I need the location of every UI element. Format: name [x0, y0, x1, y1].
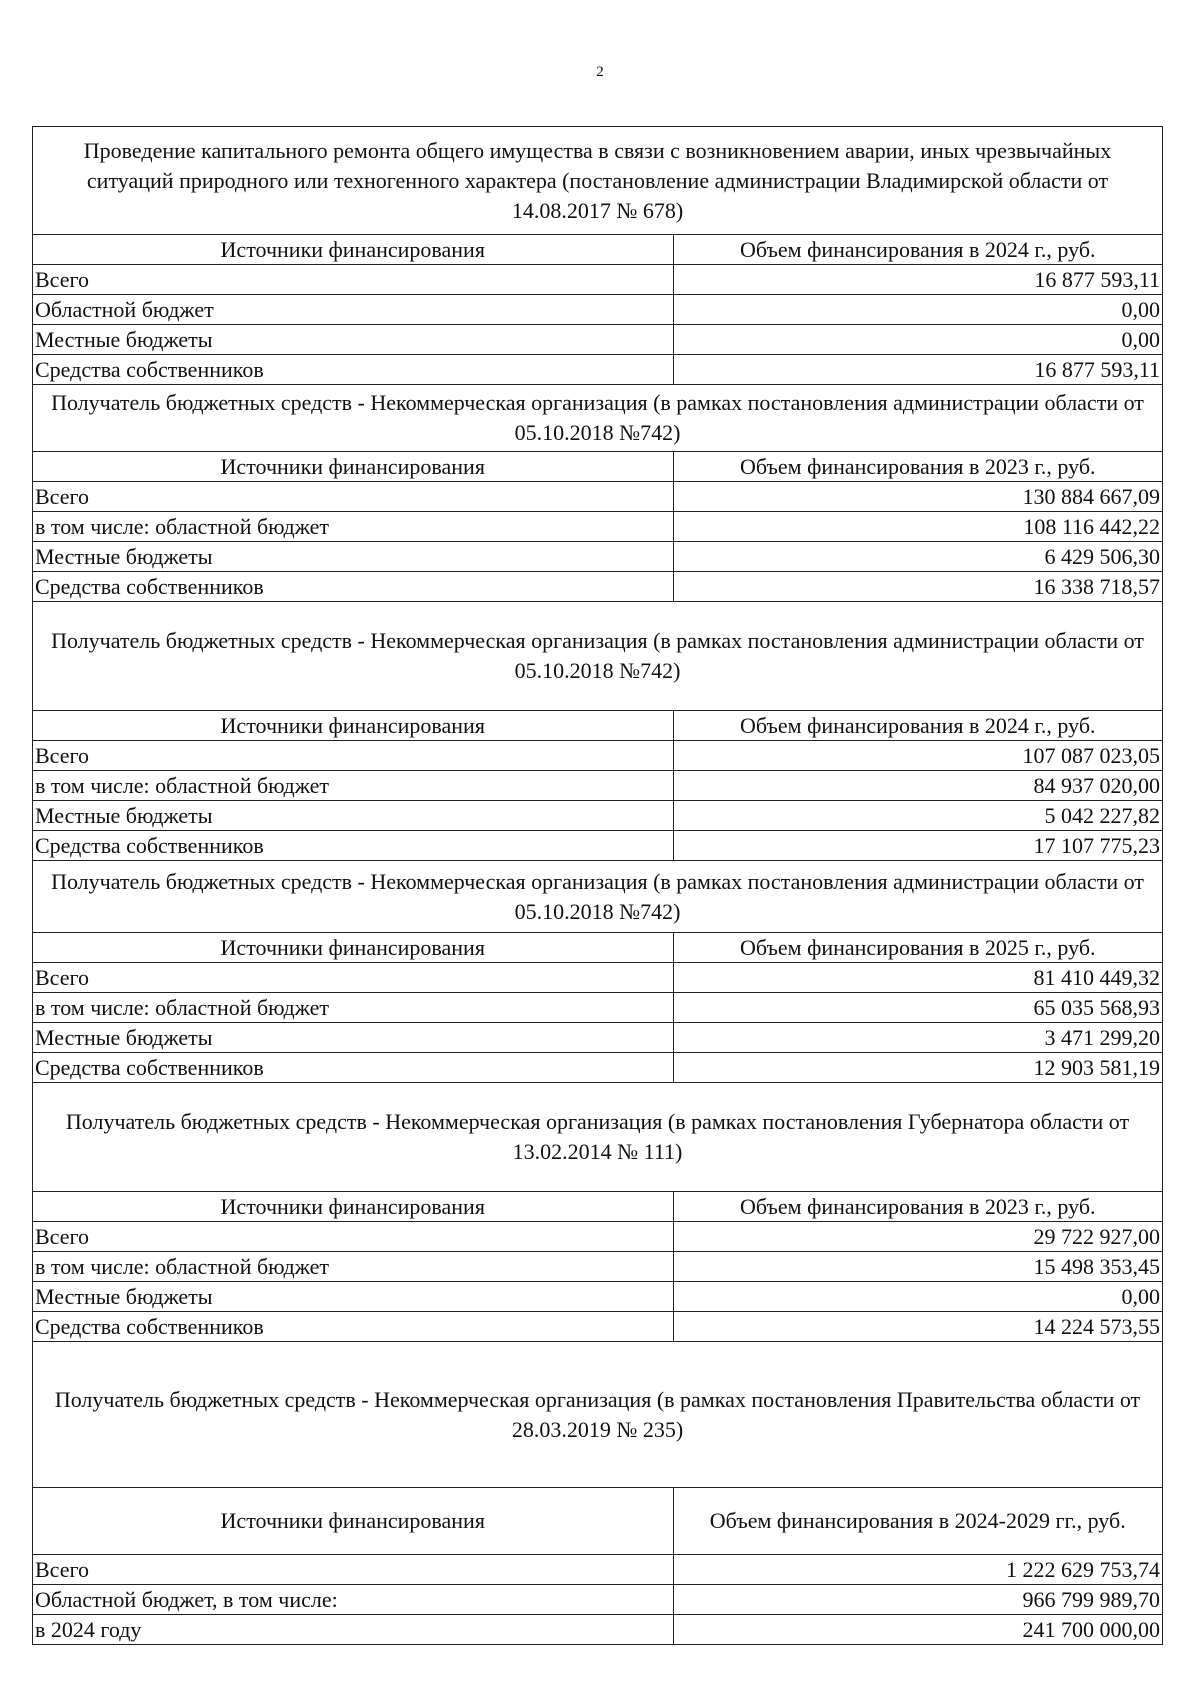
- row-label: Всего: [33, 741, 673, 771]
- row-label: Средства собственников: [33, 1053, 673, 1083]
- column-header-amount: Объем финансирования в 2024 г., руб.: [673, 235, 1162, 265]
- table-row: [33, 771, 1162, 801]
- table-row: [33, 542, 1162, 572]
- table-row: [33, 801, 1162, 831]
- table-header-row: [33, 235, 1162, 265]
- row-label: в 2024 году: [33, 1615, 673, 1645]
- table-header-row: [33, 1488, 1162, 1555]
- table-row: [33, 325, 1162, 355]
- row-label: Средства собственников: [33, 355, 673, 385]
- row-value: 966 799 989,70: [673, 1585, 1162, 1615]
- section-4-title: Получатель бюджетных средств - Некоммерческая организация (в рамках постановления администрации области от 05.10.2018 №742): [33, 861, 1162, 933]
- table-row: [33, 1615, 1162, 1645]
- row-label: Всего: [33, 1222, 673, 1252]
- row-value: 6 429 506,30: [673, 542, 1162, 572]
- table-row: [33, 831, 1162, 861]
- table-row: [33, 482, 1162, 512]
- table-row: [33, 512, 1162, 542]
- column-header-sources: Источники финансирования: [33, 711, 673, 741]
- table-row: [33, 963, 1162, 993]
- row-value: 17 107 775,23: [673, 831, 1162, 861]
- table-header-row: [33, 1192, 1162, 1222]
- row-value: 16 338 718,57: [673, 572, 1162, 602]
- row-label: Областной бюджет: [33, 295, 673, 325]
- row-value: 15 498 353,45: [673, 1252, 1162, 1282]
- section-5-table: [33, 1191, 1162, 1342]
- row-value: 1 222 629 753,74: [673, 1555, 1162, 1585]
- column-header-sources: Источники финансирования: [33, 933, 673, 963]
- row-label: Всего: [33, 1555, 673, 1585]
- row-label: Всего: [33, 963, 673, 993]
- row-label: Местные бюджеты: [33, 325, 673, 355]
- column-header-sources: Источники финансирования: [33, 1192, 673, 1222]
- row-value: 107 087 023,05: [673, 741, 1162, 771]
- page-number: 2: [596, 64, 604, 80]
- row-value: 130 884 667,09: [673, 482, 1162, 512]
- table-row: [33, 1222, 1162, 1252]
- row-value: 65 035 568,93: [673, 993, 1162, 1023]
- row-value: 16 877 593,11: [673, 355, 1162, 385]
- section-5-title: Получатель бюджетных средств - Некоммерческая организация (в рамках постановления Губернатора области от 13.02.2014 № 111): [65, 1109, 1130, 1164]
- row-label: Средства собственников: [33, 831, 673, 861]
- column-header-sources: Источники финансирования: [33, 1488, 673, 1555]
- row-value: 0,00: [673, 295, 1162, 325]
- row-label: Средства собственников: [33, 572, 673, 602]
- column-header-amount: Объем финансирования в 2023 г., руб.: [673, 1192, 1162, 1222]
- row-label: Местные бюджеты: [33, 1282, 673, 1312]
- row-value: 241 700 000,00: [673, 1615, 1162, 1645]
- row-label: Местные бюджеты: [33, 542, 673, 572]
- row-label: Средства собственников: [33, 1312, 673, 1342]
- row-value: 81 410 449,32: [673, 963, 1162, 993]
- row-label: Всего: [33, 482, 673, 512]
- table-row: [33, 1053, 1162, 1083]
- row-label: в том числе: областной бюджет: [33, 1252, 673, 1282]
- column-header-amount: Объем финансирования в 2023 г., руб.: [673, 452, 1162, 482]
- section-3-title: Получатель бюджетных средств - Некоммерческая организация (в рамках постановления администрации области от 05.10.2018 №742): [51, 628, 1144, 683]
- table-row: [33, 741, 1162, 771]
- table-row: [33, 265, 1162, 295]
- section-6-table: [33, 1487, 1162, 1644]
- table-row: [33, 1555, 1162, 1585]
- row-value: 84 937 020,00: [673, 771, 1162, 801]
- table-header-row: [33, 711, 1162, 741]
- table-row: [33, 1023, 1162, 1053]
- section-3-table: [33, 710, 1162, 861]
- section-1-title: Проведение капитального ремонта общего имущества в связи с возникновением аварии, иных чрезвычайных ситуаций природного или техногенного характера (постановление администрации Владимирской области от 14.08.2017 № 678): [33, 127, 1162, 235]
- table-row: [33, 1312, 1162, 1342]
- section-2-title: Получатель бюджетных средств - Некоммерческая организация (в рамках постановления администрации области от 05.10.2018 №742): [33, 385, 1162, 452]
- row-value: 0,00: [673, 1282, 1162, 1312]
- column-header-amount: Объем финансирования в 2024-2029 гг., руб.: [673, 1488, 1162, 1555]
- row-value: 16 877 593,11: [673, 265, 1162, 295]
- section-1-table: [33, 235, 1162, 385]
- table-row: [33, 355, 1162, 385]
- table-header-row: [33, 452, 1162, 482]
- row-value: 14 224 573,55: [673, 1312, 1162, 1342]
- row-label: Всего: [33, 265, 673, 295]
- row-label: Местные бюджеты: [33, 801, 673, 831]
- section-2-table: [33, 452, 1162, 602]
- table-row: [33, 993, 1162, 1023]
- column-header-sources: Источники финансирования: [33, 235, 673, 265]
- column-header-amount: Объем финансирования в 2024 г., руб.: [673, 711, 1162, 741]
- table-row: [33, 295, 1162, 325]
- document-frame: [32, 126, 1163, 1645]
- row-value: 0,00: [673, 325, 1162, 355]
- row-value: 5 042 227,82: [673, 801, 1162, 831]
- row-label: в том числе: областной бюджет: [33, 512, 673, 542]
- table-header-row: [33, 933, 1162, 963]
- table-row: [33, 1282, 1162, 1312]
- section-6-title: Получатель бюджетных средств - Некоммерческая организация (в рамках постановления Правительства области от 28.03.2019 № 235): [54, 1386, 1141, 1442]
- table-row: [33, 1252, 1162, 1282]
- row-label: в том числе: областной бюджет: [33, 993, 673, 1023]
- row-label: в том числе: областной бюджет: [33, 771, 673, 801]
- row-value: 29 722 927,00: [673, 1222, 1162, 1252]
- column-header-sources: Источники финансирования: [33, 452, 673, 482]
- row-value: 12 903 581,19: [673, 1053, 1162, 1083]
- row-value: 108 116 442,22: [673, 512, 1162, 542]
- row-label: Областной бюджет, в том числе:: [33, 1585, 673, 1615]
- column-header-amount: Объем финансирования в 2025 г., руб.: [673, 933, 1162, 963]
- row-value: 3 471 299,20: [673, 1023, 1162, 1053]
- section-4-table: [33, 933, 1162, 1083]
- row-label: Местные бюджеты: [33, 1023, 673, 1053]
- table-row: [33, 572, 1162, 602]
- table-row: [33, 1585, 1162, 1615]
